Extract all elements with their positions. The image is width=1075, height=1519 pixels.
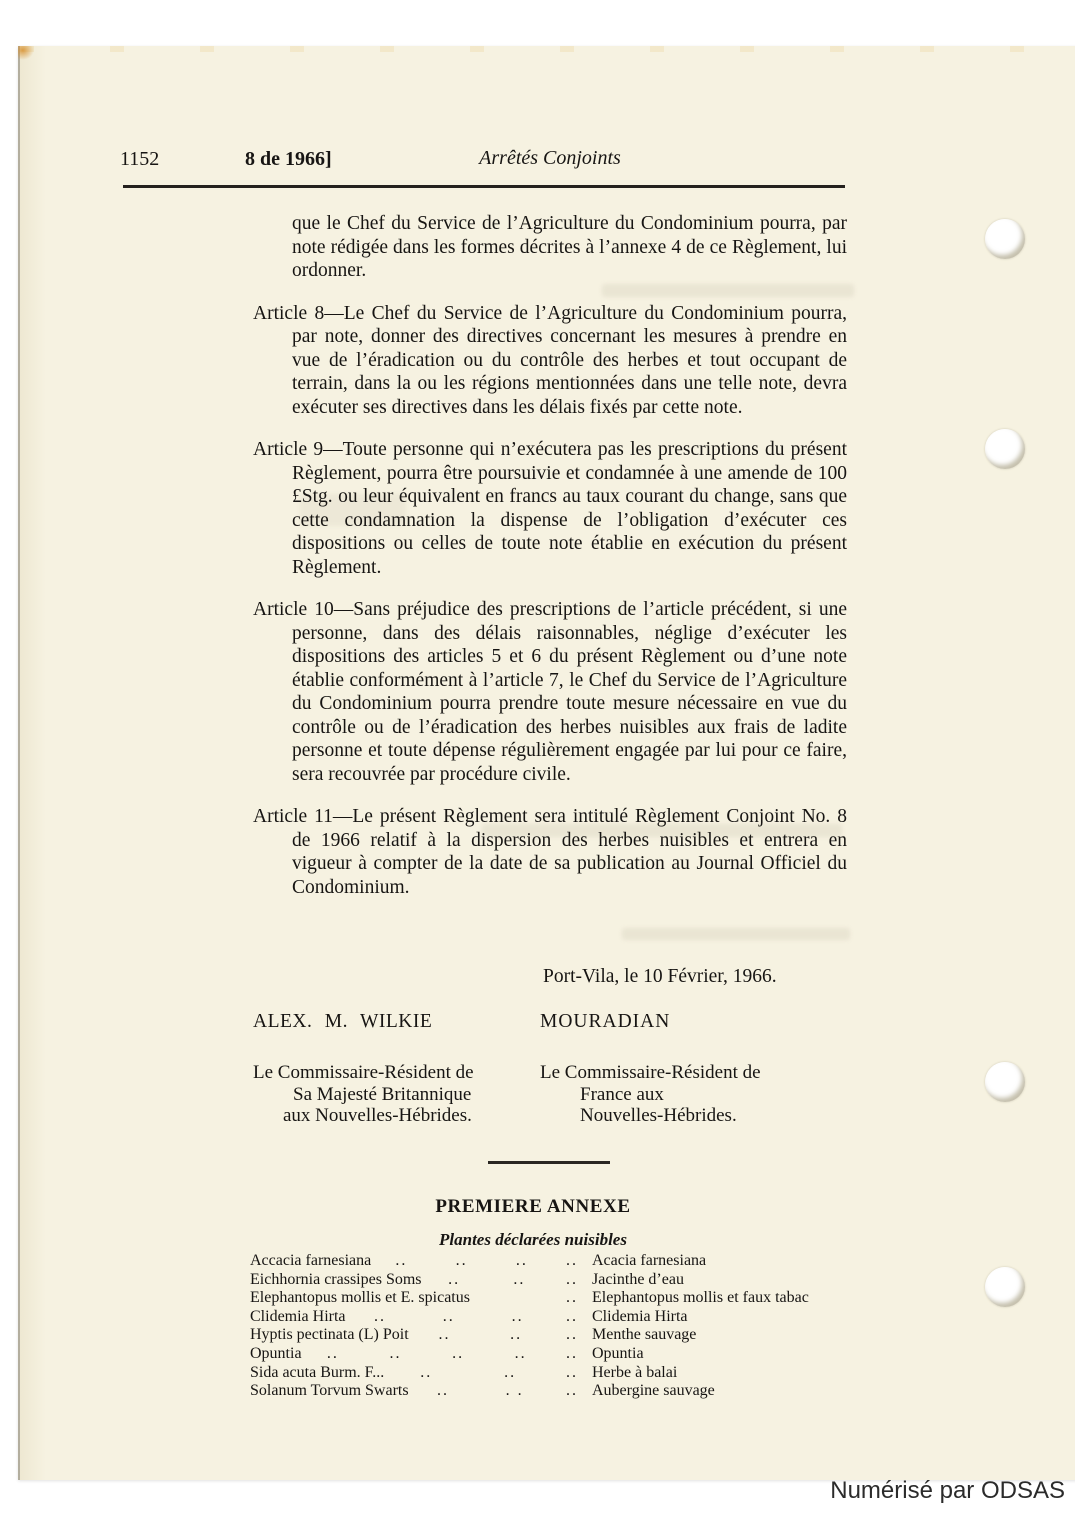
leader-dots: .. [566,1382,578,1400]
annex-row [250,1289,856,1308]
leader-dots: .. [511,1307,524,1325]
leader-dots: .. [566,1363,578,1381]
leader-dots: .. [436,1382,449,1400]
annex-row [250,1345,856,1364]
body-text [253,212,847,918]
leader-dots: .. [566,1252,578,1269]
leader-dots: .. [566,1289,578,1307]
latin-name-zone [250,1326,552,1345]
leader-dots: .. [452,1344,465,1362]
french-name: Elephantopus mollis et faux tabac [592,1289,809,1307]
leader-dots: . . [505,1382,524,1400]
latin-name-zone [250,1289,552,1308]
paragraph-article-11: Article 11—Le présent Règlement sera intitulé Règlement Conjoint No. 8 de 1966 relatif à la dispersion des herbes nuisibles et entrera en vigueur à compter de la date de sa publication au Journal Officiel du Condominium. [253,806,847,898]
latin-name-zone [250,1252,552,1271]
leader-dots: .. [504,1363,517,1381]
latin-name: Hyptis pectinata (L) Poit [250,1326,409,1344]
annex-heading: PREMIERE ANNEXE [435,1196,631,1217]
signature-title-line: France aux [580,1083,664,1105]
punch-hole [985,1267,1025,1307]
french-name: Herbe à balai [592,1363,678,1381]
paragraph-article-9: Article 9—Toute personne qui n’exécutera pas les prescriptions du présent Règlement, pourra être poursuivie et condamnée à une amende de 100 £Stg. ou leur équivalent en francs au taux courant du change, sans que cette condamnation la dispense de l’obligation d’exécuter ces dispositions ou celles de toute note établie en exécution du présent Règlement. [253,439,847,578]
leader-dots: .. [373,1307,386,1325]
paragraph-article-8: Article 8—Le Chef du Service de l’Agriculture du Condominium pourra, par note, donner des directives concernant les mesures à prendre en vue de l’éradication ou du contrôle des herbes et tout occupant de terrain, dans la ou les régions mentionnées dans une telle note, devra exécuter ses directives dans les délais fixés par cette note. [253,302,847,418]
leader-dots: .. [448,1270,461,1288]
french-name: Clidemia Hirta [592,1307,688,1325]
leader-dots: .. [395,1252,408,1269]
signature-title-line: aux Nouvelles-Hébrides. [283,1105,472,1126]
signature-title-british [253,1062,474,1127]
dateline: Port-Vila, le 10 Février, 1966. [543,966,777,987]
section-divider-rule [488,1161,610,1164]
latin-name: Opuntia [250,1344,302,1362]
page-number: 1152 [120,148,160,170]
annex-row [250,1252,856,1271]
leader-dots: .. [566,1307,578,1325]
punch-hole [985,429,1025,469]
signature-title-line: Le Commissaire-Résident de [540,1062,761,1083]
digitisation-watermark: Numérisé par ODSAS [830,1477,1065,1504]
latin-name: Solanum Torvum Swarts [250,1382,409,1400]
leader-dots: .. [514,1344,527,1362]
french-name: Opuntia [592,1344,644,1362]
punch-hole [985,219,1025,259]
annex-table [250,1252,856,1401]
running-title: Arrêtés Conjoints [479,147,621,169]
annex-row [250,1364,856,1383]
leader-dots: .. [326,1344,339,1362]
leader-dots: .. [566,1326,578,1344]
latin-name-zone [250,1382,552,1401]
leader-dots: .. [515,1252,528,1269]
signature-name-british: ALEX. M. WILKIE [253,1011,433,1032]
latin-name: Accacia farnesiana [250,1252,372,1269]
latin-name-zone [250,1345,552,1364]
paragraph-article-10: Article 10—Sans préjudice des prescriptions de l’article précédent, si une personne, dans des délais raisonnables, néglige d’exécuter les dispositions des articles 5 et 6 du présent Règlement ou d’une note établie conformément à l’article 7, le Chef du Service de l’Agriculture du Condominium pourra prendre toute mesure nécessaire en vue du contrôle ou de l’éradication des herbes nuisibles aux frais de ladite personne et toute dépense régulièrement engagée par lui pour ce faire, sera recouvrée par procédure civile. [253,599,847,785]
leader-dots: .. [510,1326,523,1344]
annex-row [250,1326,856,1345]
leader-dots: .. [455,1252,468,1269]
leader-dots: .. [438,1326,451,1344]
signature-name-french: MOURADIAN [540,1011,671,1032]
latin-name-zone [250,1308,552,1327]
signature-title-line: Nouvelles-Hébrides. [580,1105,737,1126]
signature-title-line: Sa Majesté Britannique [293,1083,472,1105]
latin-name: Eichhornia crassipes Soms [250,1270,422,1288]
latin-name-zone [250,1271,552,1290]
annex-row [250,1271,856,1290]
leader-dots: .. [389,1344,402,1362]
leader-dots: .. [442,1307,455,1325]
paragraph-intro: que le Chef du Service de l’Agriculture du Condominium pourra, par note rédigée dans les formes décrites à l’annexe 4 de ce Règlement, lui ordonner. [292,213,847,281]
leader-dots: .. [566,1344,578,1362]
paper-corner-stain [18,46,34,60]
annex-row [250,1308,856,1327]
annex-subheading: Plantes déclarées nuisibles [439,1230,627,1249]
latin-name-zone [250,1364,552,1383]
signature-title-line: Le Commissaire-Résident de [253,1062,474,1083]
leader-dots: .. [513,1270,526,1288]
leader-dots: .. [420,1363,433,1381]
latin-name: Elephantopus mollis et E. spicatus [250,1289,470,1307]
french-name: Aubergine sauvage [592,1382,715,1400]
latin-name: Clidemia Hirta [250,1307,346,1325]
leader-dots: .. [566,1270,578,1288]
latin-name: Sida acuta Burm. F... [250,1363,385,1381]
header-rule [123,185,845,188]
punch-hole [985,1062,1025,1102]
french-name: Jacinthe d’eau [592,1270,684,1288]
issue-reference: 8 de 1966] [245,148,332,170]
bleed-through-ghost [622,928,850,940]
signature-title-french [540,1062,761,1127]
french-name: Menthe sauvage [592,1326,697,1344]
annex-row [250,1382,856,1401]
french-name: Acacia farnesiana [592,1252,707,1269]
